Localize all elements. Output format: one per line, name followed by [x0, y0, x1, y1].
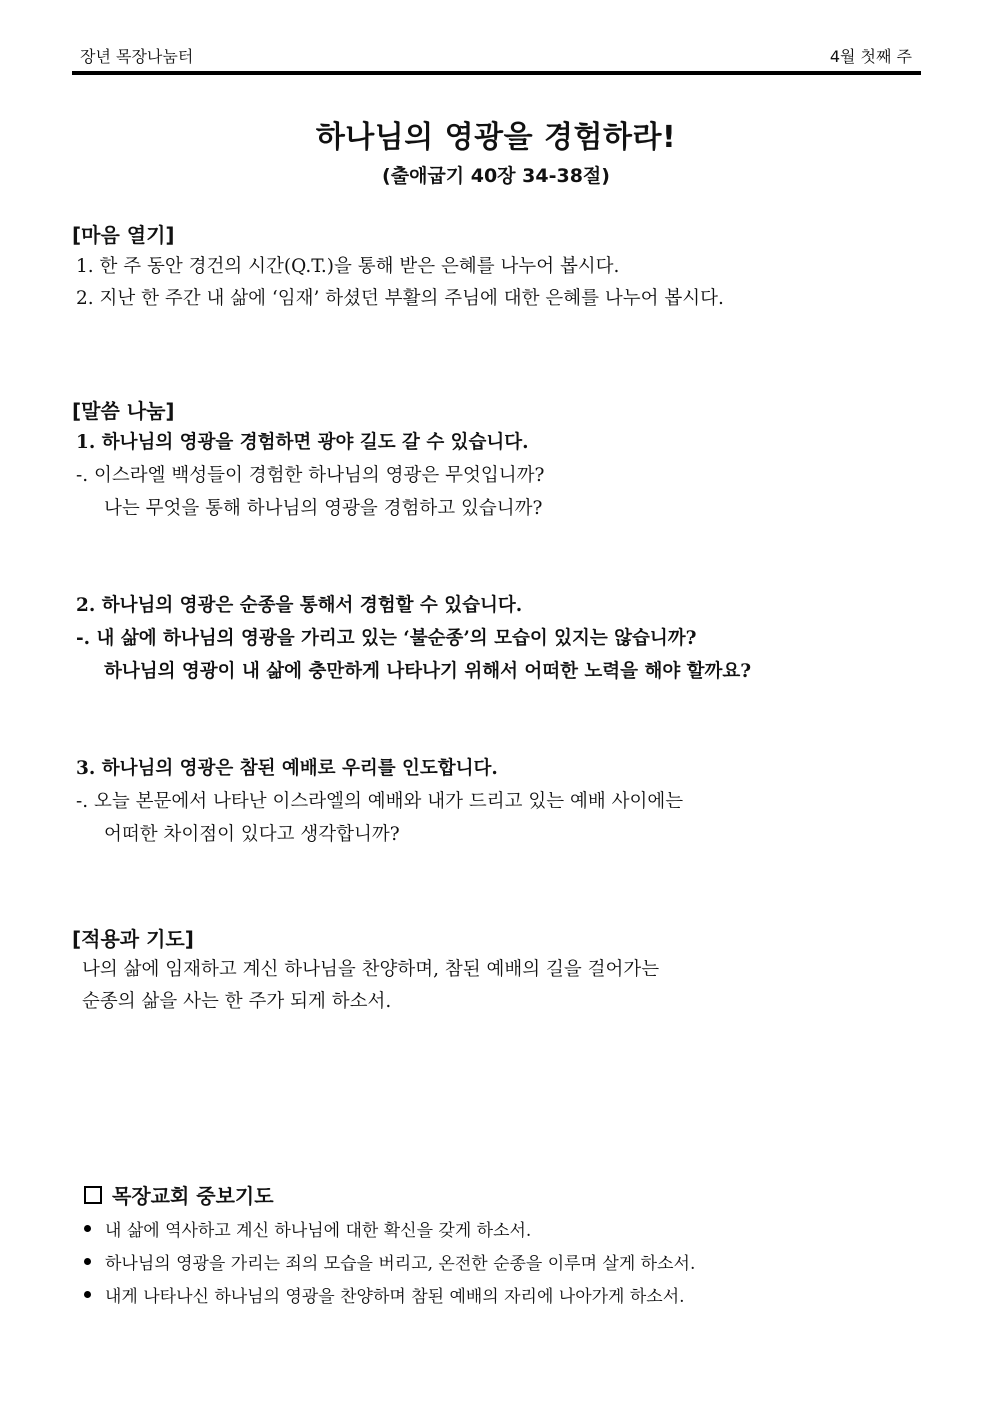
open-heart-item-1: 1. 한 주 동안 경건의 시간(Q.T.)을 통해 받은 은혜를 나누어 봅시다. [76, 256, 620, 277]
intercession-item-1 [84, 1216, 531, 1241]
header-right-date: 4월 첫째 주 [829, 47, 912, 66]
section-heading-open-heart: [마음 열기] [72, 223, 175, 247]
header-divider [72, 71, 921, 75]
bullet-icon [84, 1258, 91, 1265]
section-heading-application: [적용과 기도] [72, 927, 194, 951]
bullet-icon [84, 1225, 91, 1232]
intercession-item-text: 내 삶에 역사하고 계신 하나님에 대한 확신을 갖게 하소서. [105, 1221, 532, 1241]
section-heading-word-sharing: [말씀 나눔] [72, 399, 175, 423]
application-line-2: 순종의 삶을 사는 한 주가 되게 하소서. [82, 991, 392, 1012]
question-2-title: 2. 하나님의 영광은 순종을 통해서 경험할 수 있습니다. [76, 595, 523, 616]
application-line-1: 나의 삶에 임재하고 계신 하나님을 찬양하며, 참된 예배의 길을 걸어가는 [82, 959, 660, 980]
intercession-heading [84, 1180, 274, 1209]
intercession-item-text: 하나님의 영광을 가리는 죄의 모습을 버리고, 온전한 순종을 이루며 살게 하소서. [105, 1254, 696, 1274]
question-3-line-1: -. 오늘 본문에서 나타난 이스라엘의 예배와 내가 드리고 있는 예배 사이에는 [76, 791, 684, 812]
open-heart-item-2: 2. 지난 한 주간 내 삶에 ‘임재’ 하셨던 부활의 주님에 대한 은혜를 나누어 봅시다. [76, 288, 724, 309]
scripture-reference: (출애굽기 40장 34-38절) [382, 165, 610, 187]
header-left-title: 장년 목장나눔터 [80, 47, 194, 66]
bullet-icon [84, 1291, 91, 1298]
page-title: 하나님의 영광을 경험하라! [315, 120, 677, 155]
question-1-title: 1. 하나님의 영광을 경험하면 광야 길도 갈 수 있습니다. [76, 432, 529, 453]
checkbox-square-icon [84, 1186, 102, 1204]
question-2-line-1: -. 내 삶에 하나님의 영광을 가리고 있는 ‘불순종’의 모습이 있지는 않습니까? [76, 628, 697, 649]
intercession-heading-label: 목장교회 중보기도 [112, 1184, 274, 1208]
question-3-title: 3. 하나님의 영광은 참된 예배로 우리를 인도합니다. [76, 758, 498, 779]
intercession-item-2 [84, 1249, 695, 1274]
intercession-item-3 [84, 1282, 685, 1307]
intercession-item-text: 내게 나타나신 하나님의 영광을 찬양하며 참된 예배의 자리에 나아가게 하소서. [105, 1287, 685, 1307]
question-3-line-2: 어떠한 차이점이 있다고 생각합니까? [104, 824, 400, 845]
question-2-line-2: 하나님의 영광이 내 삶에 충만하게 나타나기 위해서 어떠한 노력을 해야 할까요? [104, 661, 752, 682]
question-1-line-2: 나는 무엇을 통해 하나님의 영광을 경험하고 있습니까? [104, 498, 543, 519]
question-1-line-1: -. 이스라엘 백성들이 경험한 하나님의 영광은 무엇입니까? [76, 465, 545, 486]
